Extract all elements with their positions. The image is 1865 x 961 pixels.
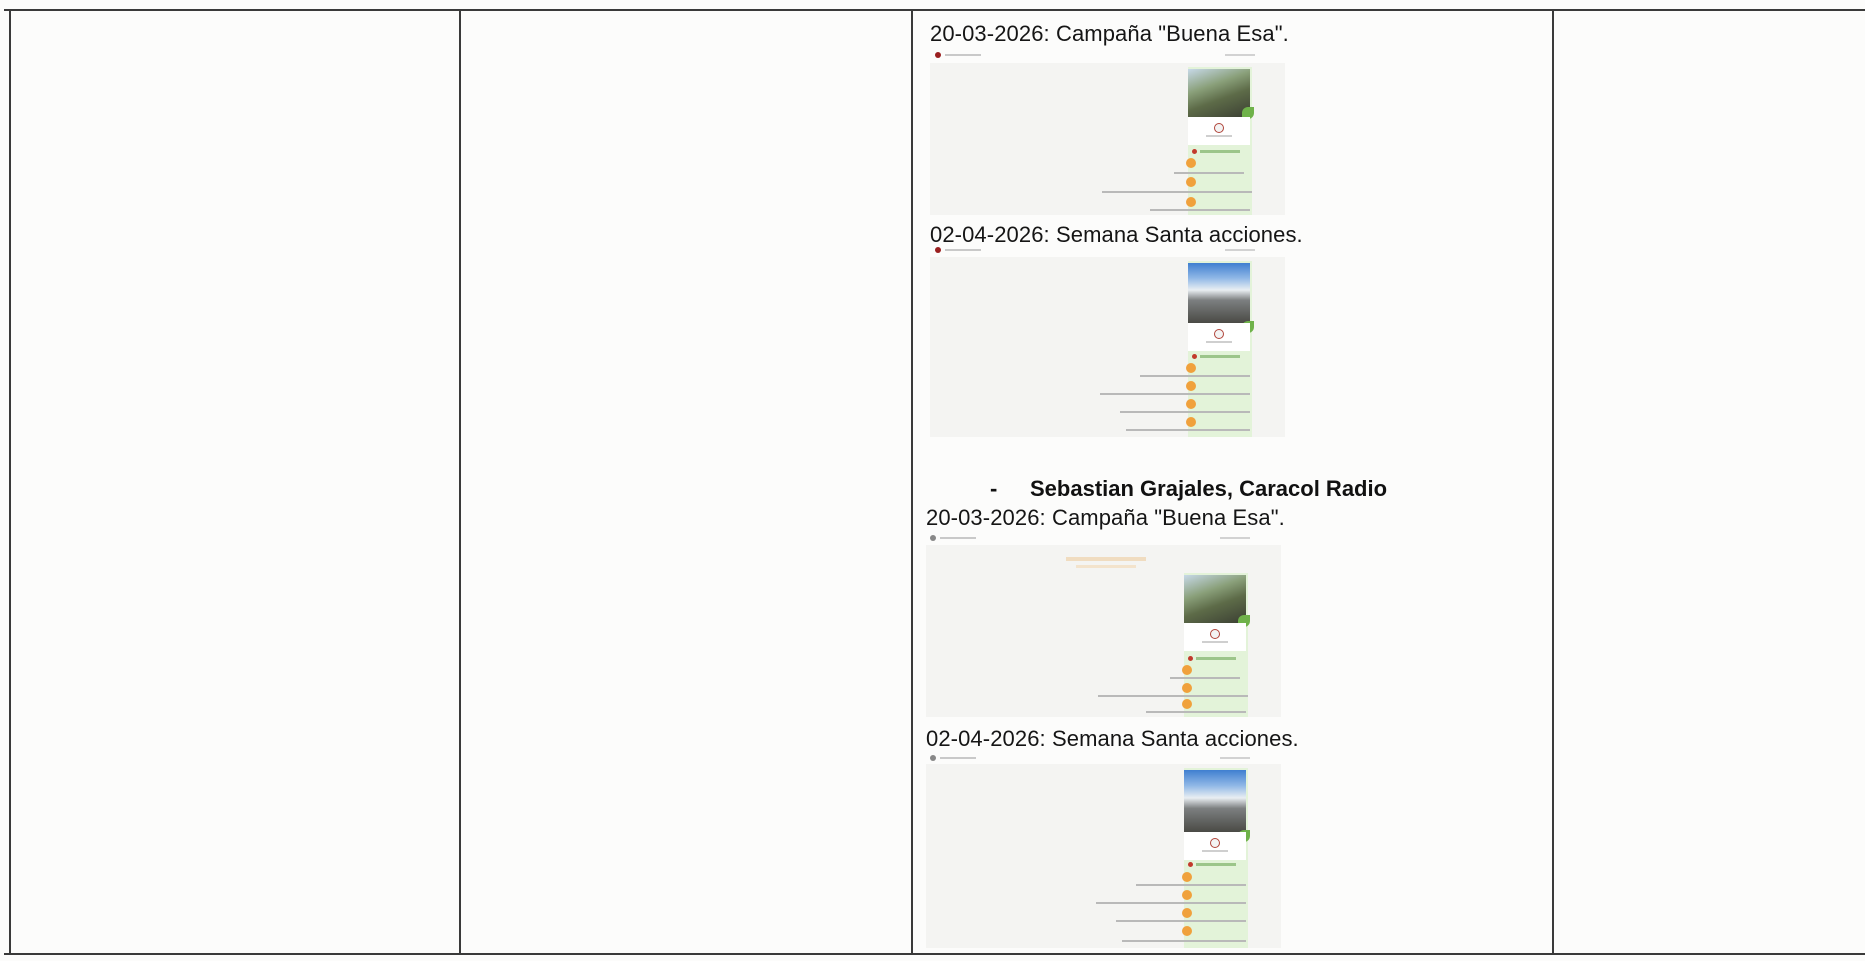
logo-icon bbox=[1214, 123, 1224, 133]
table-left-border bbox=[9, 9, 11, 955]
reaction-bubble-icon bbox=[1182, 890, 1192, 900]
church-photo bbox=[1184, 770, 1246, 832]
semana-santa-screenshot-1 bbox=[930, 257, 1285, 437]
reaction-bubble-icon bbox=[1186, 158, 1196, 168]
person-heading bbox=[990, 476, 1387, 502]
column-divider-3 bbox=[1552, 11, 1554, 953]
reaction-bubble-icon bbox=[1182, 699, 1192, 709]
profile-dot-icon bbox=[930, 755, 936, 761]
screenshot-header bbox=[935, 52, 1255, 60]
logo-icon bbox=[1210, 629, 1220, 639]
campaign-entry-text: 20-03-2026: Campaña "Buena Esa". bbox=[930, 21, 1289, 46]
profile-dot-icon bbox=[935, 247, 941, 253]
table-top-border bbox=[4, 9, 1865, 11]
reaction-bubble-icon bbox=[1186, 417, 1196, 427]
screenshot-header bbox=[930, 535, 1250, 543]
person-heading-label: Sebastian Grajales, Caracol Radio bbox=[1030, 476, 1388, 501]
campaign-entry-text: 20-03-2026: Campaña "Buena Esa". bbox=[926, 505, 1285, 530]
outdoor-photo bbox=[1184, 575, 1246, 623]
list-dash: - bbox=[990, 476, 998, 501]
semana-santa-screenshot-2 bbox=[926, 764, 1281, 948]
reaction-bubble-icon bbox=[1182, 665, 1192, 675]
column-divider-2 bbox=[911, 11, 913, 953]
column-divider-1 bbox=[459, 11, 461, 953]
church-photo bbox=[1188, 263, 1250, 323]
reaction-bubble-icon bbox=[1182, 683, 1192, 693]
campaign-screenshot-1 bbox=[930, 63, 1285, 215]
reaction-bubble-icon bbox=[1182, 926, 1192, 936]
reaction-bubble-icon bbox=[1186, 177, 1196, 187]
logo-icon bbox=[1214, 329, 1224, 339]
table-bottom-border bbox=[4, 953, 1865, 955]
screenshot-header bbox=[930, 755, 1250, 763]
screenshot-header bbox=[935, 247, 1255, 255]
outdoor-photo bbox=[1188, 69, 1250, 117]
reaction-bubble-icon bbox=[1186, 363, 1196, 373]
reaction-bubble-icon bbox=[1182, 872, 1192, 882]
reaction-bubble-icon bbox=[1186, 197, 1196, 207]
reaction-bubble-icon bbox=[1186, 399, 1196, 409]
campaign-screenshot-2 bbox=[926, 545, 1281, 717]
logo-icon bbox=[1210, 838, 1220, 848]
semana-santa-entry-text: 02-04-2026: Semana Santa acciones. bbox=[926, 726, 1299, 751]
reaction-bubble-icon bbox=[1186, 381, 1196, 391]
profile-dot-icon bbox=[935, 52, 941, 58]
profile-dot-icon bbox=[930, 535, 936, 541]
semana-santa-entry-text: 02-04-2026: Semana Santa acciones. bbox=[930, 222, 1303, 247]
reaction-bubble-icon bbox=[1182, 908, 1192, 918]
